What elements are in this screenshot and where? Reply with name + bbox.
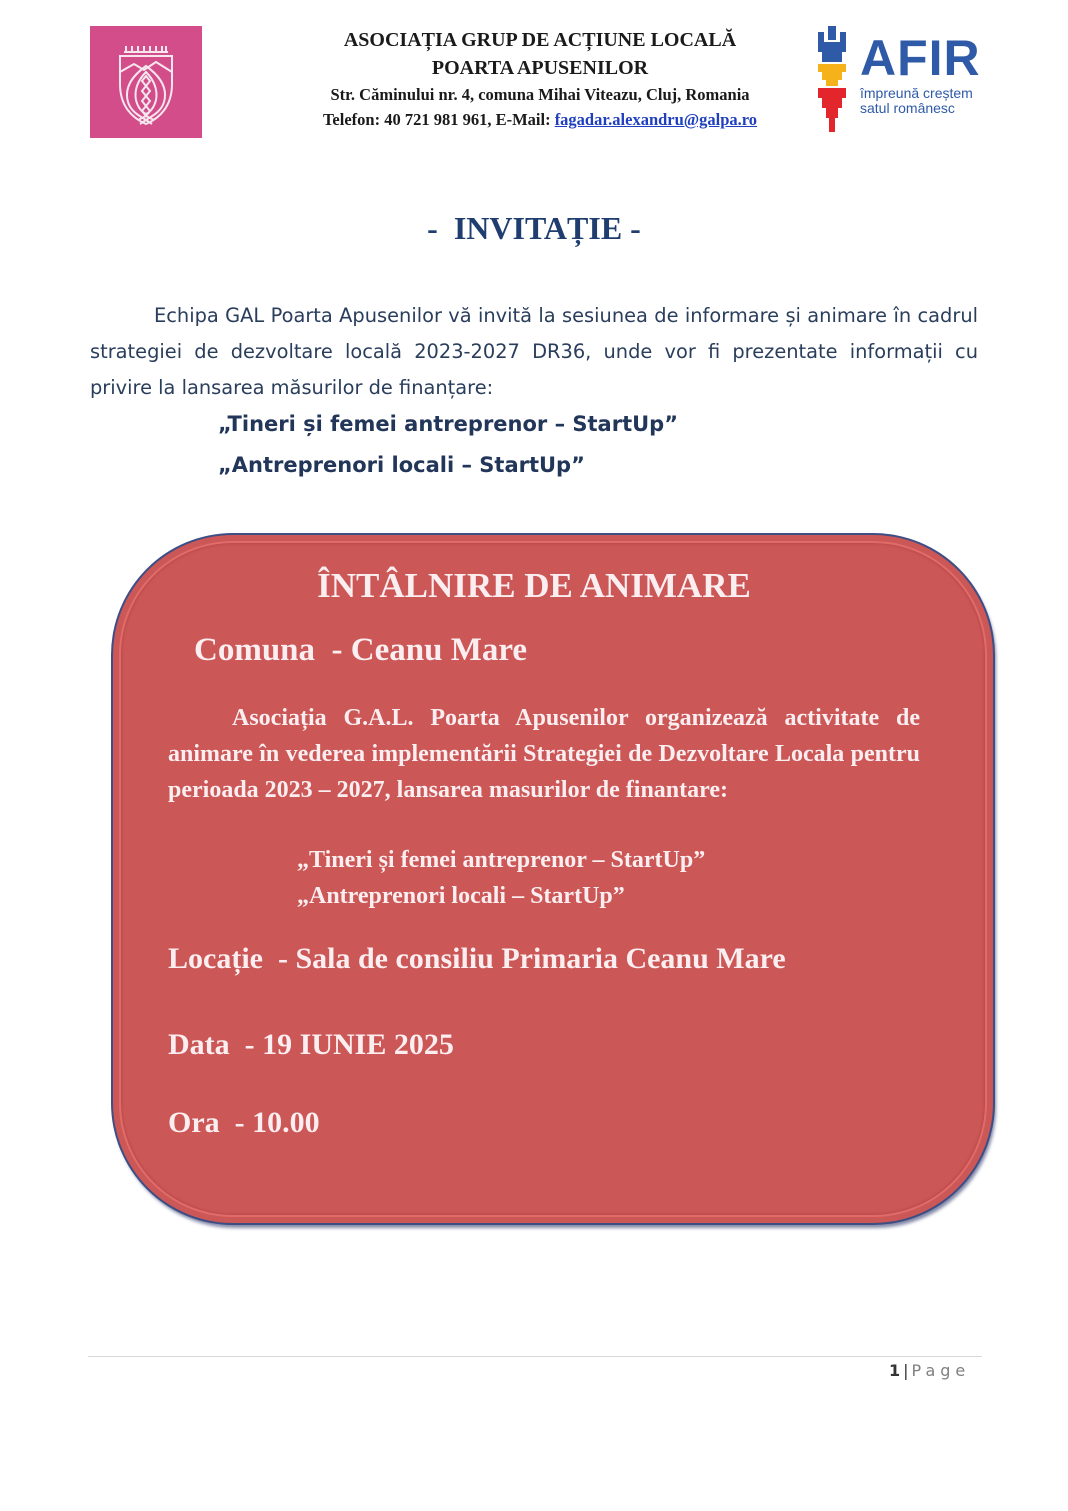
- measure-item: „Tineri și femei antreprenor – StartUp”: [218, 412, 679, 436]
- page-number-value: 1: [889, 1361, 901, 1380]
- event-location: Locație - Sala de consiliu Primaria Ceanu Mare: [168, 942, 786, 975]
- event-measure-item: „Tineri și femei antreprenor – StartUp”: [297, 847, 706, 873]
- afir-tagline-line-1: împreună creștem: [860, 85, 973, 101]
- event-measures-list: [297, 842, 705, 914]
- afir-logo: [812, 24, 987, 136]
- event-description-text: Asociația G.A.L. Poarta Apusenilor organizează activitate de animare în vederea implementării Strategiei de Dezvoltare Locala pentru perioada 2023 – 2027, lansarea masurilor de finantare:: [168, 705, 920, 803]
- footer-divider: [88, 1356, 982, 1357]
- event-description: [168, 700, 920, 808]
- event-title: ÎNTÂLNIRE DE ANIMARE: [317, 566, 751, 605]
- afir-tagline: [860, 86, 973, 116]
- email-link[interactable]: fagadar.alexandru@galpa.ro: [554, 110, 758, 129]
- invitation-title: - INVITAȚIE -: [427, 210, 641, 246]
- organization-contact: [290, 107, 790, 132]
- organization-name-line-1: ASOCIAȚIA GRUP DE ACȚIUNE LOCALĂ: [343, 29, 737, 51]
- event-commune: Comuna - Ceanu Mare: [194, 632, 528, 668]
- afir-name: AFIR: [860, 30, 981, 86]
- event-date: Data - 19 IUNIE 2025: [168, 1028, 454, 1061]
- afir-tagline-line-2: satul românesc: [860, 100, 955, 116]
- measure-item: „Antreprenori locali – StartUp”: [218, 453, 585, 477]
- event-measure-item: „Antreprenori locali – StartUp”: [297, 883, 625, 909]
- page-label: Page: [911, 1361, 971, 1380]
- gal-poarta-apusenilor-crest-icon: [90, 26, 202, 138]
- event-time: Ora - 10.00: [168, 1106, 320, 1139]
- intro-measures-list: [218, 404, 678, 486]
- page-number: [889, 1361, 970, 1380]
- organization-address: Str. Căminului nr. 4, comuna Mihai Viteazu, Cluj, Romania: [330, 85, 750, 104]
- page-separator: |: [903, 1361, 909, 1380]
- organization-header: [290, 26, 790, 132]
- gal-logo: [90, 26, 202, 138]
- organization-name-line-2: POARTA APUSENILOR: [431, 57, 649, 79]
- intro-text: Echipa GAL Poarta Apusenilor vă invită la sesiunea de informare și animare în cadrul strategiei de dezvoltare locală 2023-2027 DR36, unde vor fi prezentate informații cu privire la lansarea măsurilor de finanțare:: [90, 304, 978, 399]
- phone-label: Telefon: 40 721 981 961, E-Mail:: [322, 110, 555, 129]
- intro-paragraph: [90, 298, 978, 406]
- afir-logo-icon: [812, 24, 852, 136]
